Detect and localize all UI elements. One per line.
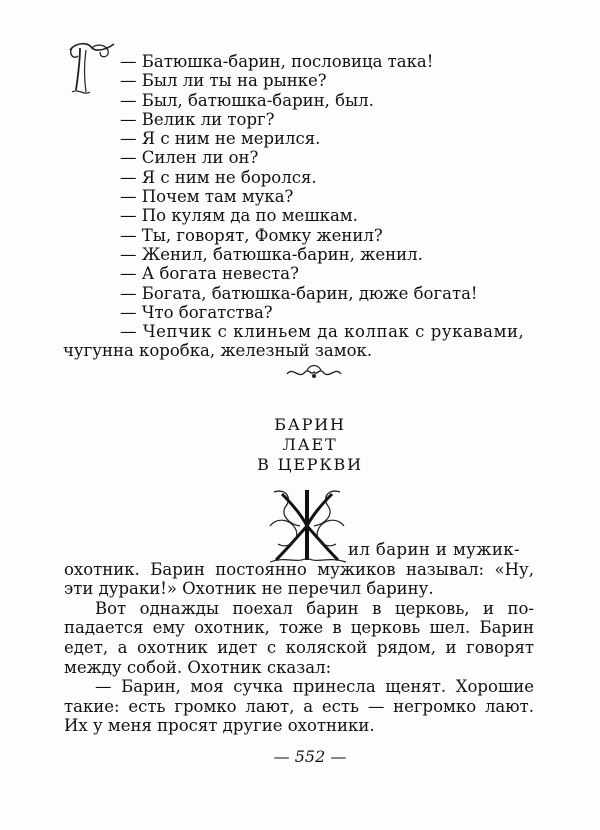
story-title-line: БАРИН [274, 415, 346, 434]
dialog-line: — Ты, говорят, Фомку женил? [120, 225, 383, 245]
story-title-line: ЛАЕТ [282, 435, 338, 454]
dialog-line: — Я с ним не боролся. [120, 167, 317, 187]
dialog-line: — Что богатства? [120, 302, 273, 322]
dialog-line: — Чепчик с клиньем да колпак с рукавами, [120, 322, 525, 342]
story-line: эти дураки!» Охотник не перечил барину. [64, 579, 434, 599]
page-number: — 552 — [273, 747, 347, 766]
story-line: Их у меня просят другие охотники. [64, 716, 375, 736]
story-text [64, 540, 534, 736]
dialog-line: — Силен ли он? [120, 148, 259, 168]
dialog-line: — Велик ли торг? [120, 109, 275, 129]
story-title-line: В ЦЕРКВИ [257, 455, 363, 474]
story-line: падается ему охотник, тоже в церковь шел. Барин [64, 618, 534, 638]
story-line: едет, а охотник идет с коляской рядом, и говорят [64, 637, 534, 657]
dialog-line: — Батюшка-барин, пословица така! [120, 52, 434, 71]
story-line: ил барин и мужик- [348, 540, 520, 559]
dialog-line: чугунна коробка, железный замок. [63, 341, 373, 361]
dialog-line: — А богата невеста? [120, 264, 299, 284]
story-line: Вот однажды поехал барин в церковь, и по- [95, 598, 534, 618]
story-line: охотник. Барин постоянно мужиков называл: «Ну, [64, 559, 534, 579]
story-line: — Барин, моя сучка принесла щенят. Хорошие [95, 677, 534, 697]
dialog-line: — Богата, батюшка-барин, дюже богата! [120, 283, 478, 303]
dialog-line: — Был ли ты на рынке? [120, 71, 327, 91]
dialog-line: — Почем там мука? [120, 187, 294, 207]
story-line: между собой. Охотник сказал: [64, 657, 332, 677]
dialog-line: — По кулям да по мешкам. [120, 206, 358, 226]
dialog-line: — Я с ним не мерился. [120, 129, 321, 149]
ornamental-initial-icon [62, 38, 122, 98]
dialog-line: — Был, батюшка-барин, был. [120, 90, 374, 110]
story-line: такие: есть громко лают, а есть — негромко лают. [64, 696, 534, 716]
drop-cap-letter: Ж [299, 521, 315, 538]
dialog-line: — Женил, батюшка-барин, женил. [120, 244, 423, 264]
dialog-block [63, 52, 560, 361]
ornament-divider-icon [285, 362, 343, 382]
